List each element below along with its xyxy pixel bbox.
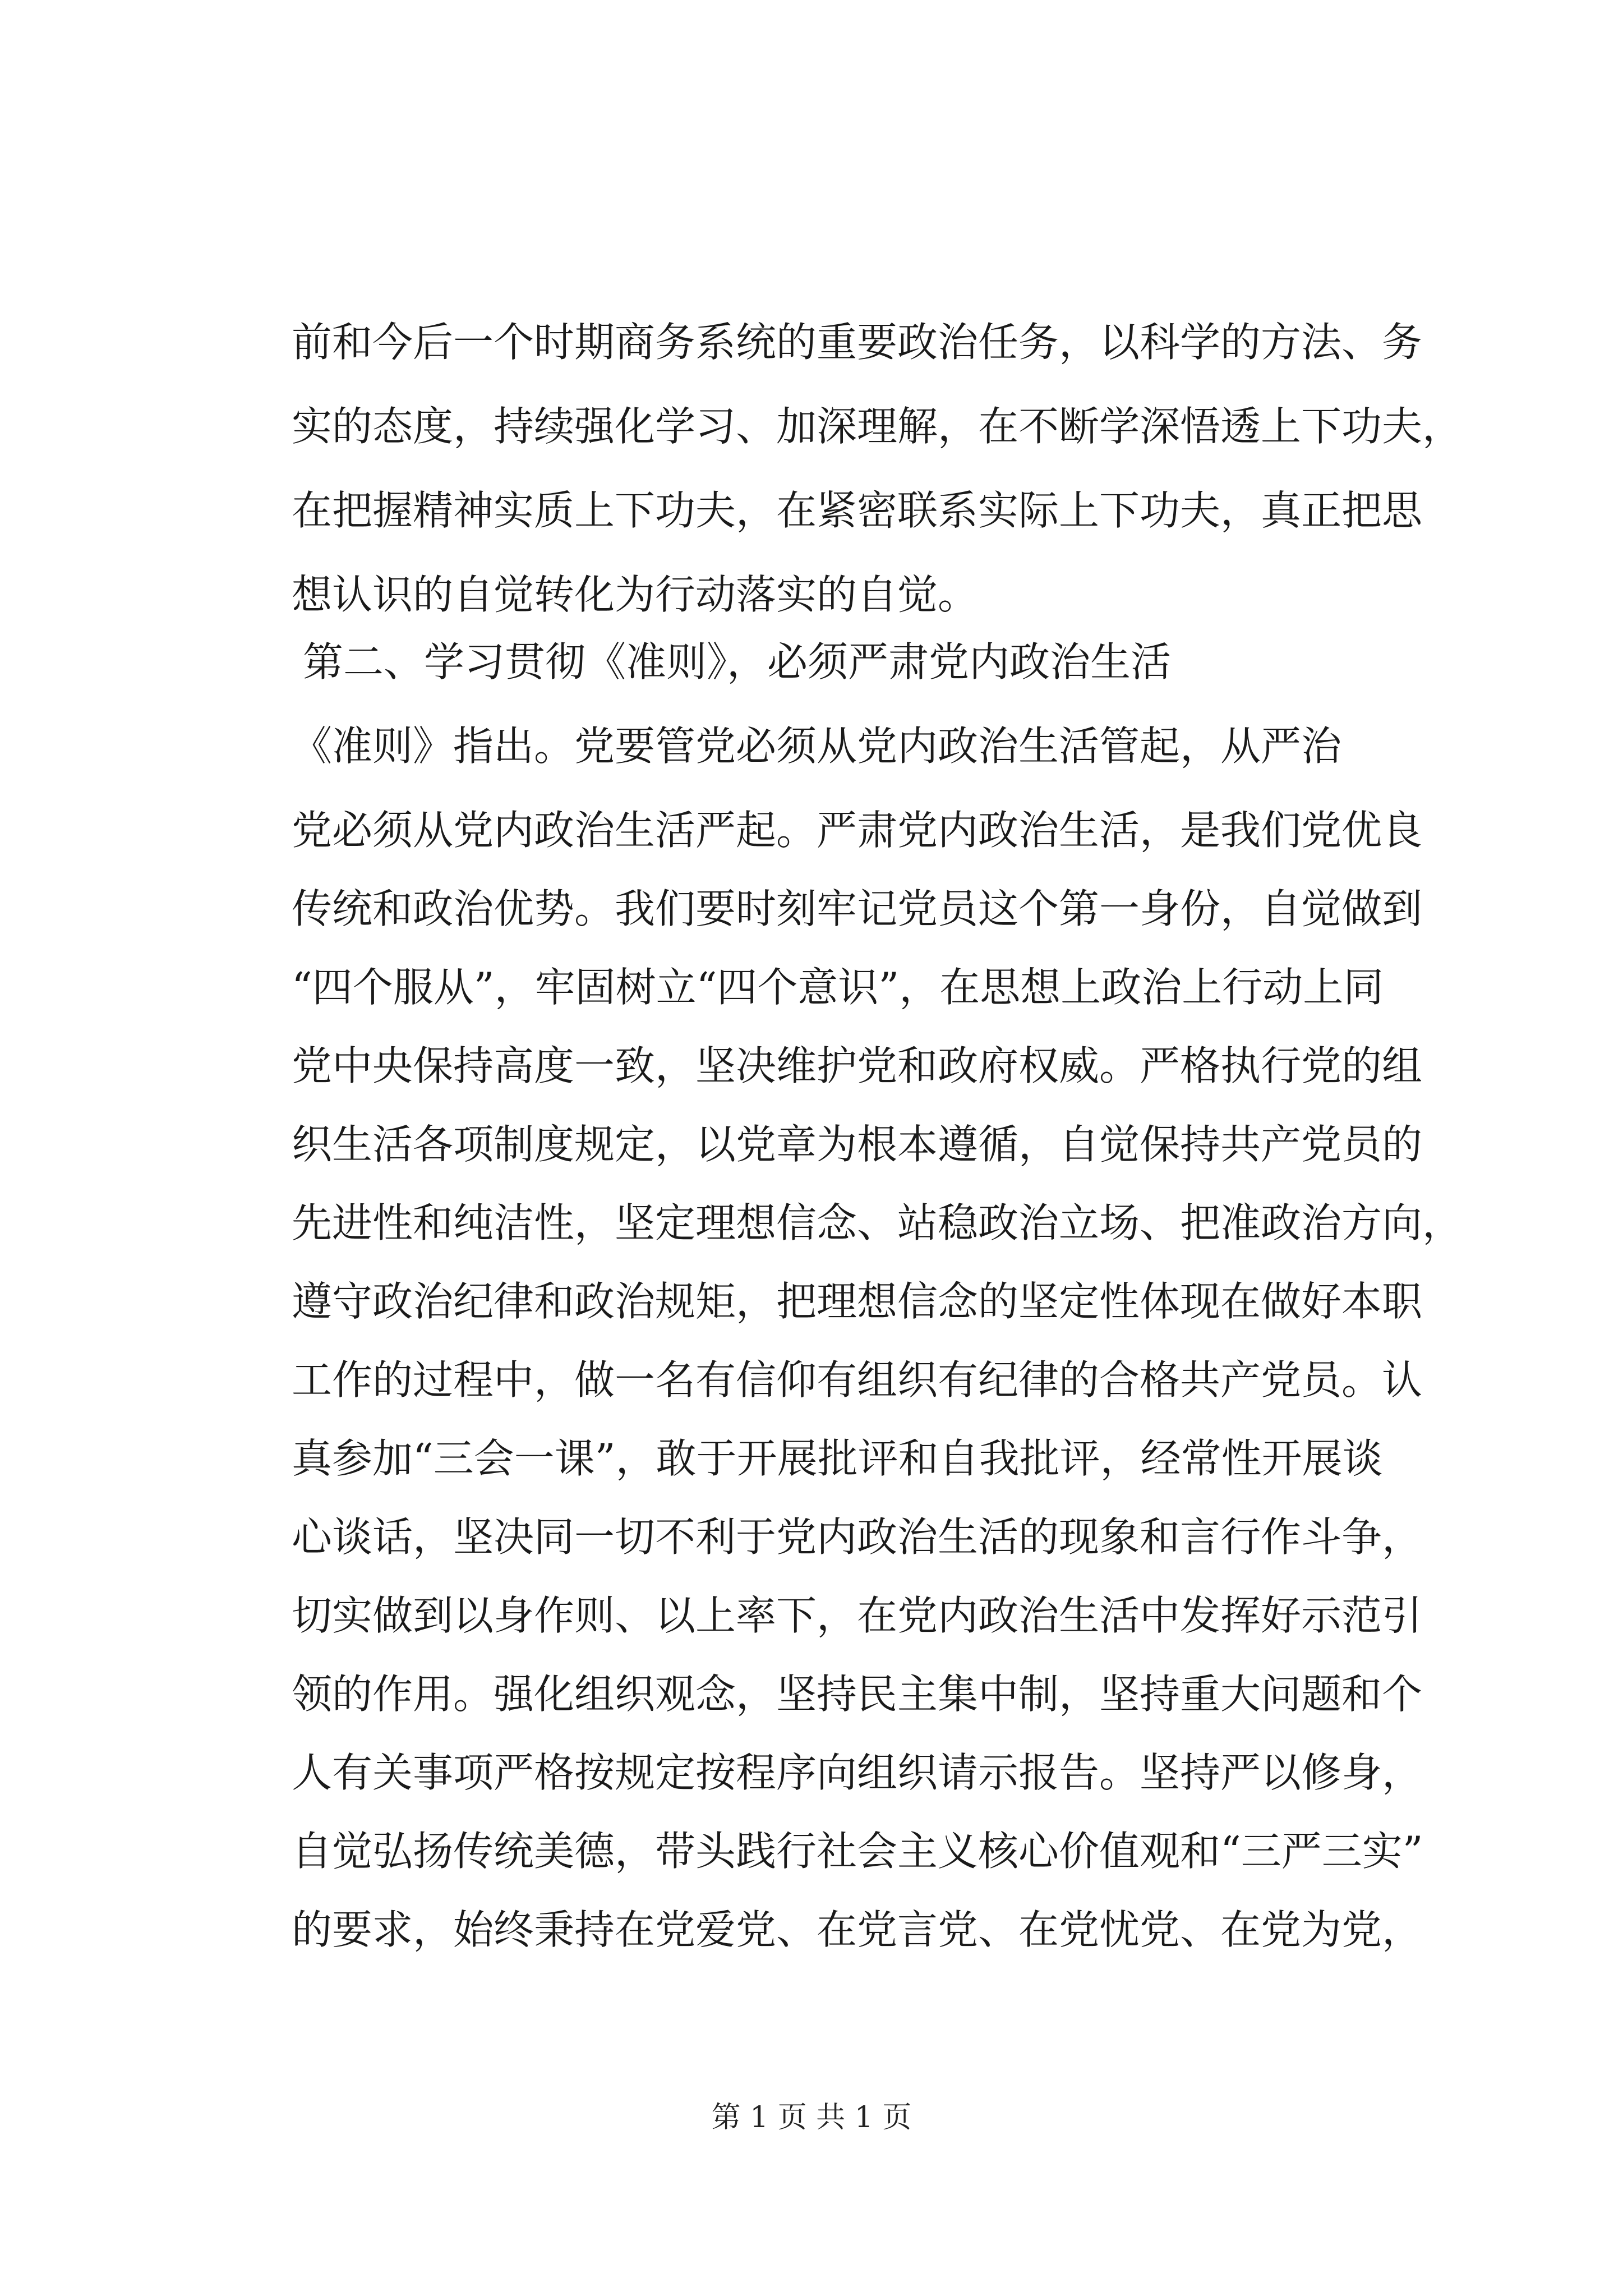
text-line: 的要求，始终秉持在党爱党、在党言党、在党忧党、在党为党， <box>292 1906 1423 1953</box>
text-line: 实的态度，持续强化学习、加深理解，在不断学深悟透上下功夫， <box>292 403 1463 450</box>
text-line: 织生活各项制度规定，以党章为根本遵循，自觉保持共产党员的 <box>292 1121 1423 1168</box>
text-line: 真参加“三会一课”，敢于开展批评和自我批评，经常性开展谈 <box>292 1435 1383 1482</box>
page-number-footer: 第 1 页 共 1 页 <box>711 2101 912 2134</box>
text-line: “四个服从”，牢固树立“四个意识”，在思想上政治上行动上同 <box>292 964 1384 1011</box>
section-heading: 第二、学习贯彻《准则》，必须严肃党内政治生活 <box>303 638 1172 685</box>
text-line: 想认识的自觉转化为行动落实的自觉。 <box>292 571 979 618</box>
text-line: 领的作用。强化组织观念，坚持民主集中制，坚持重大问题和个 <box>292 1671 1423 1718</box>
text-line: 在把握精神实质上下功夫，在紧密联系实际上下功夫，真正把思 <box>292 487 1423 534</box>
text-line: 遵守政治纪律和政治规矩，把理想信念的坚定性体现在做好本职 <box>292 1278 1423 1325</box>
text-line: 工作的过程中，做一名有信仰有组织有纪律的合格共产党员。认 <box>292 1356 1423 1404</box>
text-line: 《准则》指出。党要管党必须从党内政治生活管起，从严治 <box>292 723 1342 770</box>
text-line: 传统和政治优势。我们要时刻牢记党员这个第一身份，自觉做到 <box>292 885 1423 932</box>
text-line: 人有关事项严格按规定按程序向组织请示报告。坚持严以修身， <box>292 1749 1423 1796</box>
text-line: 自觉弘扬传统美德，带头践行社会主义核心价值观和“三严三实” <box>292 1828 1423 1875</box>
text-line: 切实做到以身作则、以上率下，在党内政治生活中发挥好示范引 <box>292 1592 1423 1639</box>
text-line: 党必须从党内政治生活严起。严肃党内政治生活，是我们党优良 <box>292 807 1423 854</box>
text-line: 心谈话，坚决同一切不利于党内政治生活的现象和言行作斗争， <box>292 1513 1423 1561</box>
text-line: 党中央保持高度一致，坚决维护党和政府权威。严格执行党的组 <box>292 1042 1423 1089</box>
text-line: 前和今后一个时期商务系统的重要政治任务，以科学的方法、务 <box>292 319 1423 366</box>
text-line: 先进性和纯洁性，坚定理想信念、站稳政治立场、把准政治方向， <box>292 1199 1463 1246</box>
